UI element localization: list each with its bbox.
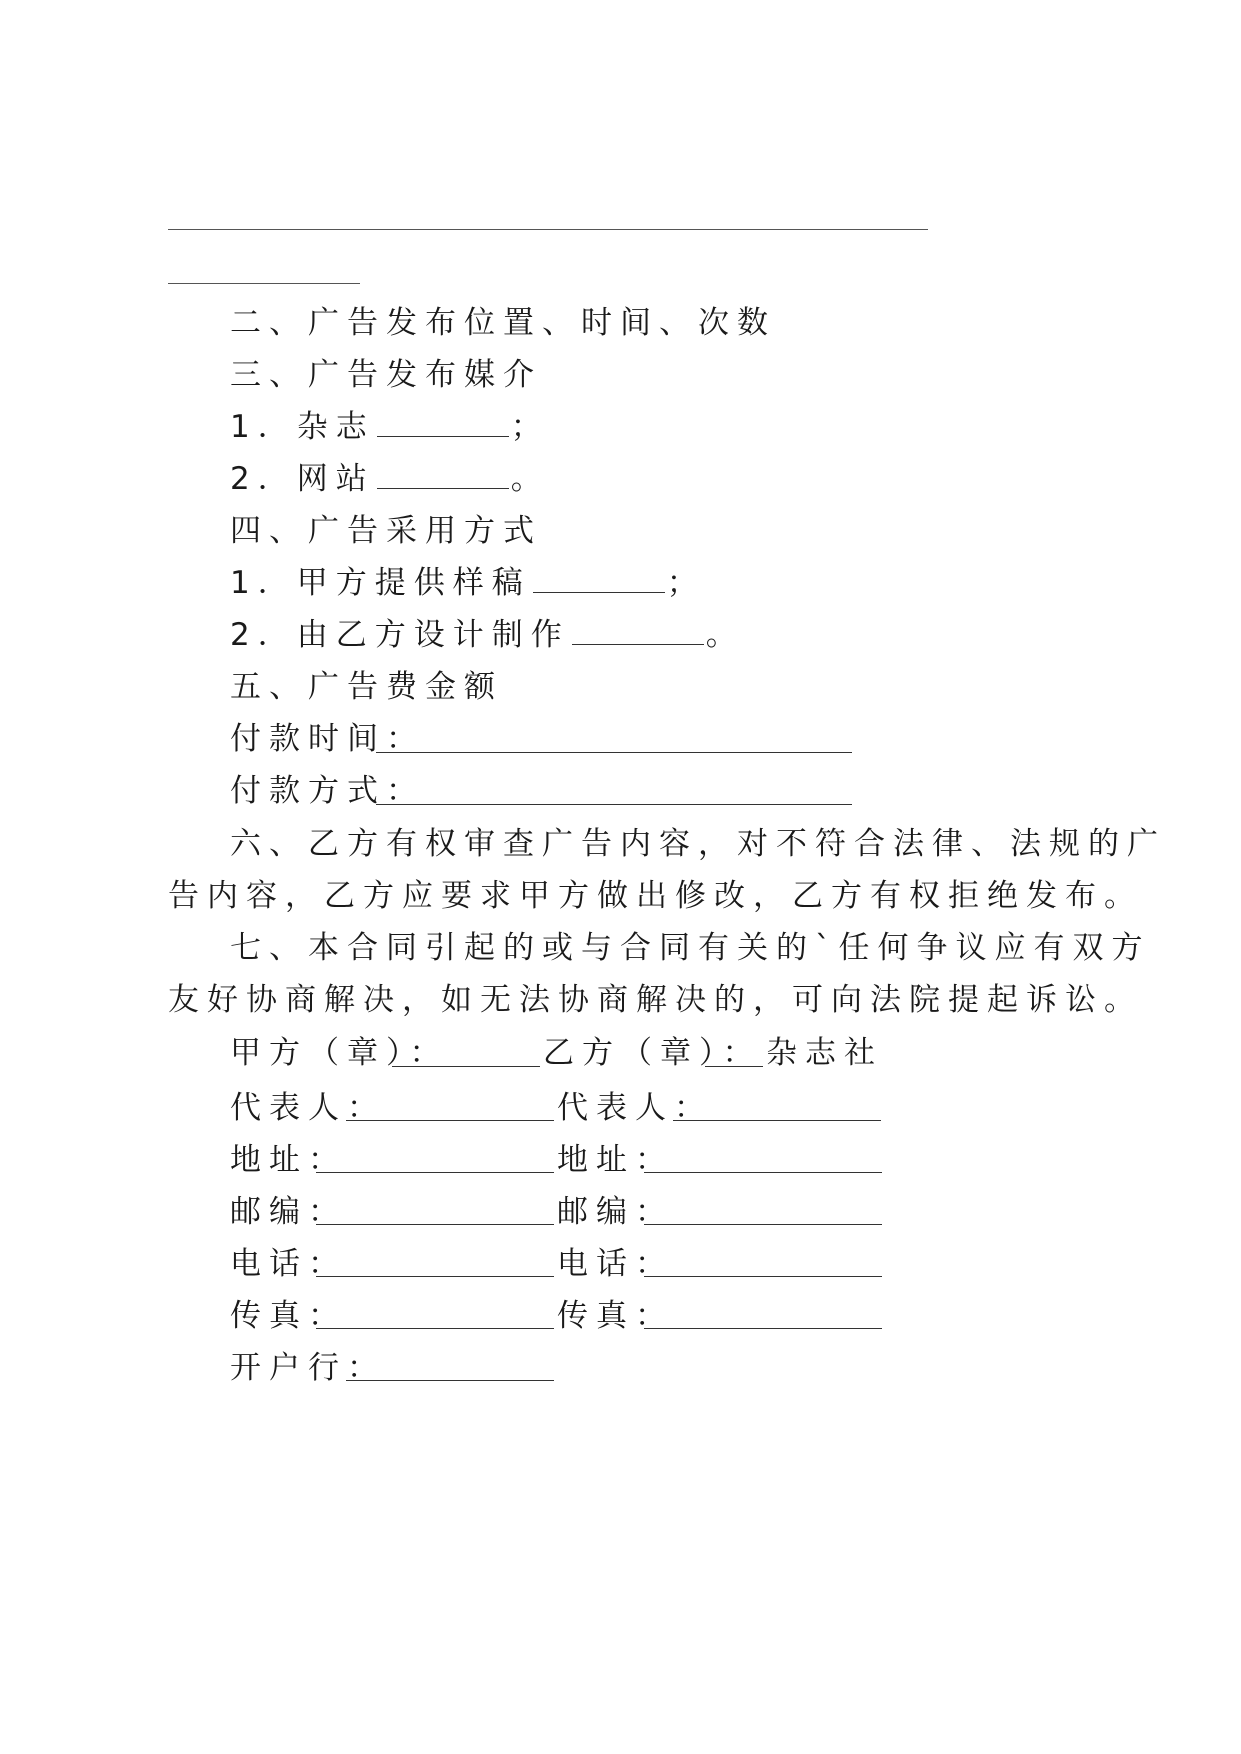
- clause-seven: 七、本合同引起的或与合同有关的`任何争议应有双方: [230, 930, 1151, 966]
- fill-blank: [673, 1120, 881, 1121]
- rep-a: 代表人：: [230, 1090, 386, 1126]
- party-b-seal: 乙方（章）：: [543, 1035, 762, 1071]
- fill-blank: [377, 410, 509, 437]
- fill-blank: [572, 618, 704, 645]
- fill-blank: [376, 752, 852, 753]
- party-b-name: 杂志社: [766, 1035, 883, 1071]
- bank-a: 开户行：: [230, 1350, 386, 1386]
- fill-blank: [316, 1276, 554, 1277]
- fill-blank: [644, 1328, 882, 1329]
- section-heading: 三、广告发布媒介: [230, 357, 542, 393]
- section-heading: 二、广告发布位置、时间、次数: [230, 305, 776, 341]
- payment-method: 付款方式：: [230, 773, 425, 809]
- method-item: 2．由乙方设计制作 。: [230, 617, 745, 653]
- clause-six: 六、乙方有权审查广告内容，对不符合法律、法规的广: [230, 826, 1166, 862]
- zip-b: 邮编：: [557, 1194, 674, 1230]
- fill-blank: [533, 566, 665, 593]
- blank-line: [168, 283, 360, 284]
- section-heading: 四、广告采用方式: [230, 513, 542, 549]
- rep-b: 代表人：: [557, 1090, 713, 1126]
- clause-seven: 友好协商解决，如无法协商解决的，可向法院提起诉讼。: [168, 982, 1143, 1018]
- section-heading: 五、广告费金额: [230, 669, 503, 705]
- fill-blank: [346, 1380, 554, 1381]
- fill-blank: [377, 462, 509, 489]
- tel-b: 电话：: [557, 1246, 674, 1282]
- fill-blank: [392, 1066, 540, 1067]
- fill-blank: [316, 1172, 554, 1173]
- party-a-seal: 甲方（章）：: [230, 1035, 449, 1071]
- fill-blank: [705, 1066, 763, 1067]
- blank-line: [168, 229, 928, 230]
- fill-blank: [644, 1224, 882, 1225]
- tel-a: 电话：: [230, 1246, 347, 1282]
- addr-b: 地址：: [557, 1142, 674, 1178]
- fax-b: 传真：: [557, 1298, 674, 1334]
- payment-time: 付款时间：: [230, 721, 425, 757]
- fill-blank: [644, 1276, 882, 1277]
- addr-a: 地址：: [230, 1142, 347, 1178]
- fill-blank: [316, 1224, 554, 1225]
- fill-blank: [346, 1120, 554, 1121]
- zip-a: 邮编：: [230, 1194, 347, 1230]
- fax-a: 传真：: [230, 1298, 347, 1334]
- method-item: 1．甲方提供样稿 ；: [230, 565, 706, 601]
- media-item: 1．杂志 ；: [230, 409, 550, 445]
- media-item: 2．网站 。: [230, 461, 550, 497]
- fill-blank: [644, 1172, 882, 1173]
- fill-blank: [316, 1328, 554, 1329]
- clause-six: 告内容，乙方应要求甲方做出修改，乙方有权拒绝发布。: [168, 878, 1143, 914]
- fill-blank: [376, 804, 852, 805]
